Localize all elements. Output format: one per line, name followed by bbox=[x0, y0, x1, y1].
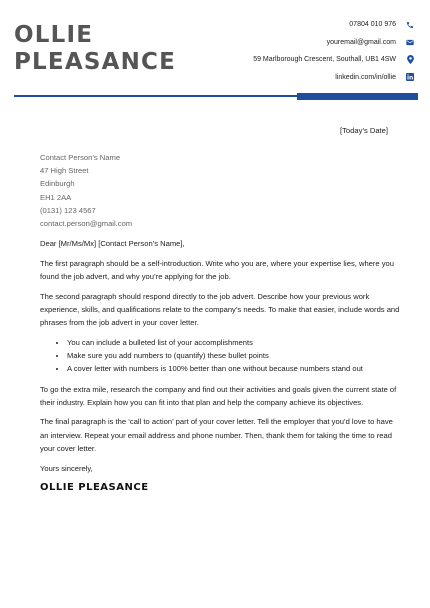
linkedin-icon bbox=[404, 73, 416, 81]
recipient-phone: (0131) 123 4567 bbox=[40, 205, 96, 215]
phone-icon bbox=[404, 21, 416, 29]
greeting: Dear [Mr/Ms/Mx] [Contact Person’s Name], bbox=[40, 239, 185, 249]
header-divider-accent bbox=[297, 93, 418, 100]
list-item: • Make sure you add numbers to (quantify) these bullet points bbox=[67, 349, 400, 362]
contact-address: 59 Marlborough Crescent, Southall, UB1 4SW bbox=[253, 56, 396, 64]
location-icon bbox=[404, 55, 416, 64]
recipient-city: Edinburgh bbox=[40, 179, 75, 189]
email-icon bbox=[404, 39, 416, 46]
letter-body bbox=[40, 151, 400, 494]
contact-email[interactable]: youremail@gmail.com bbox=[326, 38, 396, 46]
recipient-email: contact.person@gmail.com bbox=[40, 219, 133, 229]
letter-date: [Today’s Date] bbox=[340, 126, 388, 135]
contact-phone-row bbox=[156, 16, 416, 34]
signature-name: OLLIE PLEASANCE bbox=[40, 482, 149, 494]
recipient-address bbox=[40, 151, 400, 230]
signoff: Yours sincerely, bbox=[40, 463, 93, 473]
accomplishments-list bbox=[40, 336, 400, 376]
contact-linkedin-row bbox=[156, 69, 416, 87]
list-item: • You can include a bulleted list of your accomplishments bbox=[67, 336, 400, 349]
contact-details bbox=[156, 16, 416, 86]
contact-email-row bbox=[156, 34, 416, 52]
paragraph-research: To go the extra mile, research the company and find out their activities and goals given the current state of their industry. Explain how you can fit into that plan and help the company achieve its objectives. bbox=[40, 384, 397, 407]
applicant-name bbox=[14, 22, 176, 76]
paragraph-experience: The second paragraph should respond directly to the job advert. Describe how your previous work experience, skills, and qualifications relate to the company’s needs. To make that easier, include words and phrases from the job advert in your cover letter. bbox=[40, 291, 400, 328]
recipient-street: 47 High Street bbox=[40, 166, 89, 176]
recipient-postcode: EH1 2AA bbox=[40, 192, 72, 202]
recipient-name: Contact Person’s Name bbox=[40, 153, 121, 162]
contact-linkedin[interactable]: linkedin.com/in/ollie bbox=[335, 73, 396, 81]
list-item: • A cover letter with numbers is 100% better than one without because numbers stand out bbox=[67, 362, 400, 375]
applicant-first-name: OLLIE bbox=[14, 22, 94, 48]
contact-phone: 07804 010 976 bbox=[349, 21, 396, 29]
applicant-last-name: PLEASANCE bbox=[14, 49, 177, 75]
paragraph-intro: The first paragraph should be a self-introduction. Write who you are, where your expertise lies, where you found the job advert, and why you’re applying for the job. bbox=[40, 258, 394, 282]
paragraph-call-to-action: The final paragraph is the ‘call to action’ part of your cover letter. Tell the employer that you’d love to have an interview. Repeat your email address and phone number. Then, thank them for taking the time to read your cover letter. bbox=[40, 417, 393, 453]
contact-address-row bbox=[156, 51, 416, 69]
